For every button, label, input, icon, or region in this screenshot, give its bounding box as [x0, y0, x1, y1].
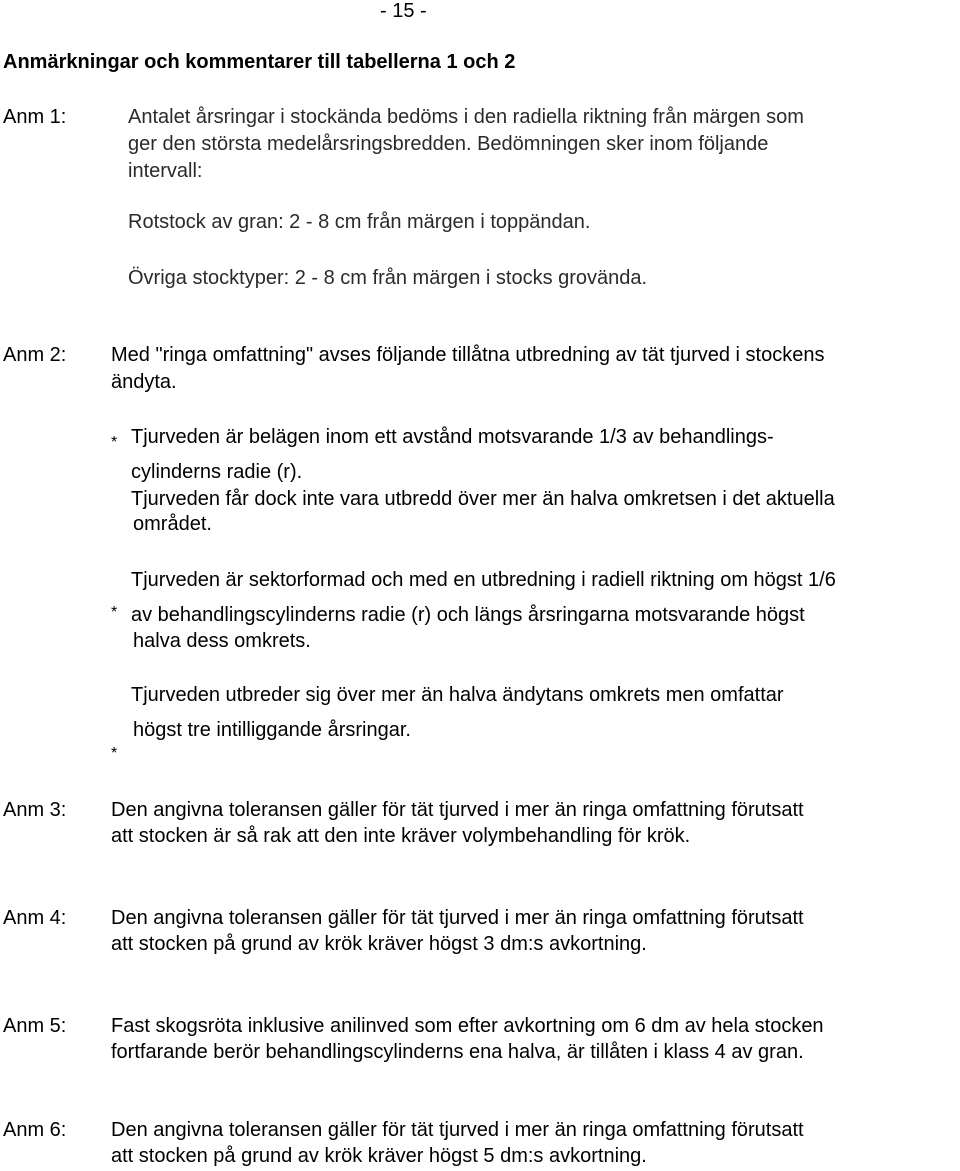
page-number: - 15 -: [380, 0, 427, 22]
note-text-line: Fast skogsröta inklusive anilinved som efter avkortning om 6 dm av hela stocken: [111, 1015, 824, 1037]
interval-item: Övriga stocktyper: 2 - 8 cm från märgen i stocks grovända.: [128, 267, 648, 289]
note-text-line: Den angivna toleransen gäller för tät tjurved i mer än ringa omfattning förutsatt: [111, 799, 804, 821]
bullet-text-line: högst tre intilliggande årsringar.: [133, 719, 411, 741]
note-text-line: Med "ringa omfattning" avses följande tillåtna utbredning av tät tjurved i stockens: [111, 344, 825, 366]
bullet-text-line: av behandlingscylinderns radie (r) och längs årsringarna motsvarande högst: [131, 604, 805, 626]
bullet-text-line: cylinderns radie (r).: [131, 461, 303, 483]
note-text-line: Den angivna toleransen gäller för tät tjurved i mer än ringa omfattning förutsatt: [111, 1119, 804, 1141]
bullet-text-line: Tjurveden är belägen inom ett avstånd motsvarande 1/3 av behandlings-: [131, 426, 774, 448]
note-label: Anm 5:: [3, 1015, 67, 1037]
note-label: Anm 3:: [3, 799, 67, 821]
bullet-asterisk: *: [111, 745, 118, 762]
note-text-line: intervall:: [128, 160, 203, 182]
bullet-text-line: området.: [133, 513, 212, 535]
bullet-asterisk: *: [111, 434, 118, 451]
note-text-line: Antalet årsringar i stockända bedöms i den radiella riktning från märgen som: [128, 106, 804, 128]
section-heading: Anmärkningar och kommentarer till tabellerna 1 och 2: [3, 51, 516, 73]
bullet-text-line: halva dess omkrets.: [133, 630, 311, 652]
note-label: Anm 1:: [3, 106, 67, 128]
note-text-line: Den angivna toleransen gäller för tät tjurved i mer än ringa omfattning förutsatt: [111, 907, 804, 929]
note-label: Anm 4:: [3, 907, 67, 929]
bullet-text-line: Tjurveden är sektorformad och med en utbredning i radiell riktning om högst 1/6: [131, 569, 836, 591]
bullet-asterisk: *: [111, 604, 118, 621]
note-text-line: fortfarande berör behandlingscylinderns ena halva, är tillåten i klass 4 av gran.: [111, 1041, 804, 1063]
bullet-text-line: Tjurveden får dock inte vara utbredd över mer än halva omkretsen i det aktuella: [131, 488, 835, 510]
note-text-line: att stocken på grund av krök kräver högst 3 dm:s avkortning.: [111, 933, 647, 955]
note-text-line: att stocken är så rak att den inte kräver volymbehandling för krök.: [111, 825, 691, 847]
note-label: Anm 6:: [3, 1119, 67, 1141]
note-text-line: ger den största medelårsringsbredden. Bedömningen sker inom följande: [128, 133, 769, 155]
note-label: Anm 2:: [3, 344, 67, 366]
interval-item: Rotstock av gran: 2 - 8 cm från märgen i toppändan.: [128, 211, 591, 233]
note-text-line: att stocken på grund av krök kräver högst 5 dm:s avkortning.: [111, 1145, 647, 1167]
bullet-text-line: Tjurveden utbreder sig över mer än halva ändytans omkrets men omfattar: [131, 684, 784, 706]
note-text-line: ändyta.: [111, 371, 177, 393]
